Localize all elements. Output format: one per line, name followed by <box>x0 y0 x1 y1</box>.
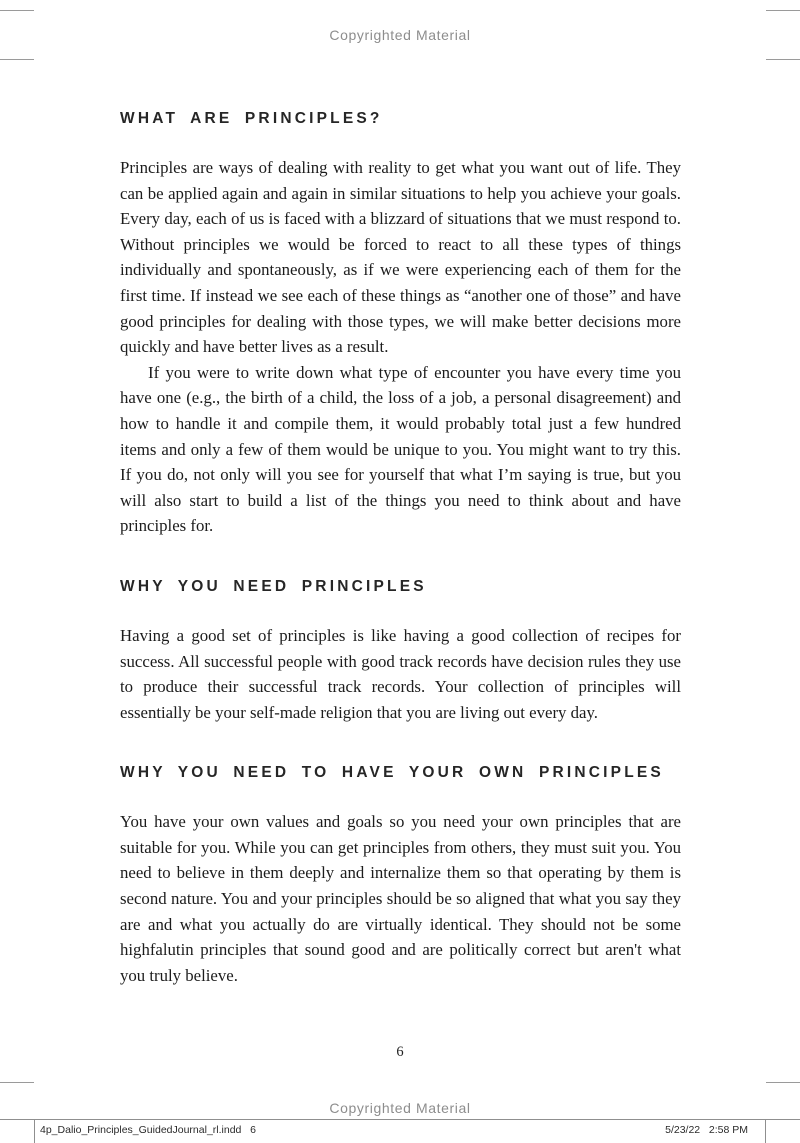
slug-tick-right <box>765 1119 766 1143</box>
section-what-are-principles <box>120 110 681 539</box>
body-paragraph: If you were to write down what type of encounter you have every time you have one (e.g., the birth of a child, the loss of a job, a personal disagreement) and how to handle it and compile them, it would probably total just a few hundred items and only a few of them would be unique to you. You might want to try this. If you do, not only will you see for yourself that what I’m saying is true, but you will also start to build a list of the things you need to think about and have principles for. <box>120 362 681 536</box>
crop-mark-bottom-right <box>766 1082 800 1083</box>
section-why-your-own-principles <box>120 764 681 988</box>
copyrighted-material-bottom: Copyrighted Material <box>329 1100 471 1116</box>
copyrighted-material-top: Copyrighted Material <box>329 27 471 43</box>
slug-tick-left <box>34 1119 35 1143</box>
body-paragraph: Principles are ways of dealing with reality to get what you want out of life. They can be applied again and again in similar situations to help you achieve your goals. Every day, each of us is faced with a blizzard of situations that we must respond to. Without principles we would be forced to react to all these types of things individually and spontaneously, as if we were experiencing each of them for the first time. If instead we see each of these things as “another one of those” and have good principles for dealing with those types, we will make better decisions more quickly and have better lives as a result. <box>120 158 681 357</box>
crop-mark-top-right-upper <box>766 10 800 11</box>
slug-divider-rule <box>0 1119 800 1120</box>
section-why-you-need-principles <box>120 578 681 725</box>
slug-filename: 4p_Dalio_Principles_GuidedJournal_rl.indd 6 <box>40 1124 256 1136</box>
slug-datetime: 5/23/22 2:58 PM <box>665 1124 748 1136</box>
section-heading: WHY YOU NEED PRINCIPLES <box>120 577 427 595</box>
crop-mark-top-left-lower <box>0 59 34 60</box>
crop-mark-top-right-lower <box>766 59 800 60</box>
crop-mark-bottom-left <box>0 1082 34 1083</box>
page-number: 6 <box>396 1044 404 1060</box>
page-content <box>120 110 681 988</box>
section-heading: WHAT ARE PRINCIPLES? <box>120 110 383 127</box>
crop-mark-top-left-upper <box>0 10 34 11</box>
body-paragraph: Having a good set of principles is like having a good collection of recipes for success. All successful people with good track records have decision rules they use to produce their successful track records. Your collection of principles will essentially be your self-made religion that you are living out every day. <box>120 625 681 722</box>
section-heading: WHY YOU NEED TO HAVE YOUR OWN PRINCIPLES <box>120 764 664 782</box>
body-paragraph: You have your own values and goals so you need your own principles that are suitable for you. While you can get principles from others, they must suit you. You need to believe in them deeply and internalize them so that operating by them is second nature. You and your principles should be so aligned that what you say they are and what you actually do are virtually identical. They should not be some highfalutin principles that sound good and are politically correct but aren't what you truly believe. <box>120 812 681 985</box>
